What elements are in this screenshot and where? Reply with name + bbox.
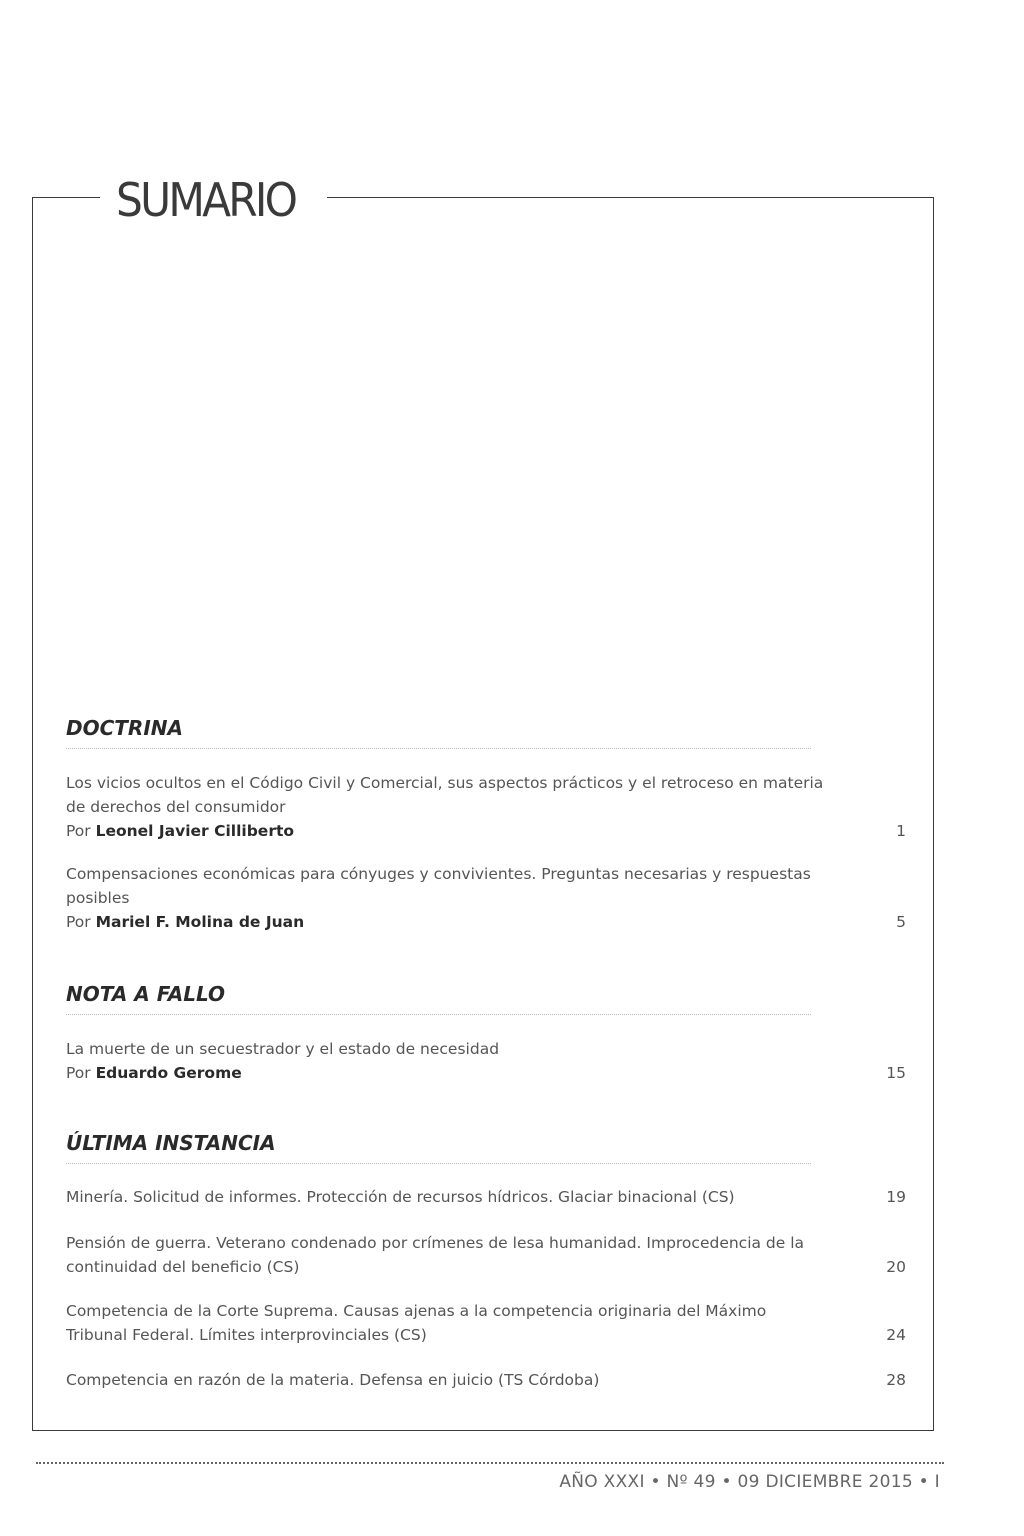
page-number: 20 [886, 1258, 906, 1276]
toc-entry [66, 1299, 906, 1347]
author-name: Eduardo Gerome [95, 1064, 242, 1082]
title-container [100, 170, 327, 230]
entry-title: Pensión de guerra. Veterano condenado por crímenes de lesa humanidad. Improcedencia de la continuidad del beneficio (CS) [66, 1234, 805, 1276]
entry-title: Competencia de la Corte Suprema. Causas ajenas a la competencia originaria del Máximo Tribunal Federal. Límites interprovinciales (CS) [66, 1302, 767, 1344]
footer-divider [36, 1462, 944, 1464]
section-heading-doctrina: DOCTRINA [66, 716, 811, 749]
page-number: 28 [886, 1371, 906, 1389]
toc-entry [66, 1037, 906, 1085]
toc-entry [66, 1368, 906, 1392]
author-prefix: Por [66, 913, 91, 931]
entry-author-line [66, 910, 826, 934]
author-prefix: Por [66, 822, 91, 840]
toc-entry [66, 862, 906, 934]
page-number: 5 [896, 913, 906, 931]
entry-title: Los vicios ocultos en el Código Civil y Comercial, sus aspectos prácticos y el retroceso en materia de derechos del consumidor [66, 774, 824, 816]
page-number: 19 [886, 1188, 906, 1206]
entry-title: Competencia en razón de la materia. Defensa en juicio (TS Córdoba) [66, 1371, 600, 1389]
page-number: 15 [886, 1064, 906, 1082]
entry-author-line [66, 819, 826, 843]
author-name: Leonel Javier Cilliberto [95, 822, 295, 840]
toc-entry [66, 1185, 906, 1209]
page-number: 24 [886, 1326, 906, 1344]
author-prefix: Por [66, 1064, 91, 1082]
page-title: SUMARIO [116, 173, 296, 227]
section-heading-ultima-instancia: ÚLTIMA INSTANCIA [66, 1131, 811, 1164]
author-name: Mariel F. Molina de Juan [95, 913, 305, 931]
toc-entry [66, 771, 906, 843]
entry-title: La muerte de un secuestrador y el estado de necesidad [66, 1040, 500, 1058]
entry-title: Compensaciones económicas para cónyuges y convivientes. Preguntas necesarias y respuestas posibles [66, 865, 811, 907]
toc-entry [66, 1231, 906, 1279]
page-number: 1 [896, 822, 906, 840]
entry-author-line [66, 1061, 826, 1085]
entry-title: Minería. Solicitud de informes. Protección de recursos hídricos. Glaciar binacional (CS) [66, 1188, 735, 1206]
footer-issue-info: AÑO XXXI • Nº 49 • 09 DICIEMBRE 2015 • I [559, 1472, 940, 1492]
section-heading-nota-a-fallo: NOTA A FALLO [66, 982, 811, 1015]
